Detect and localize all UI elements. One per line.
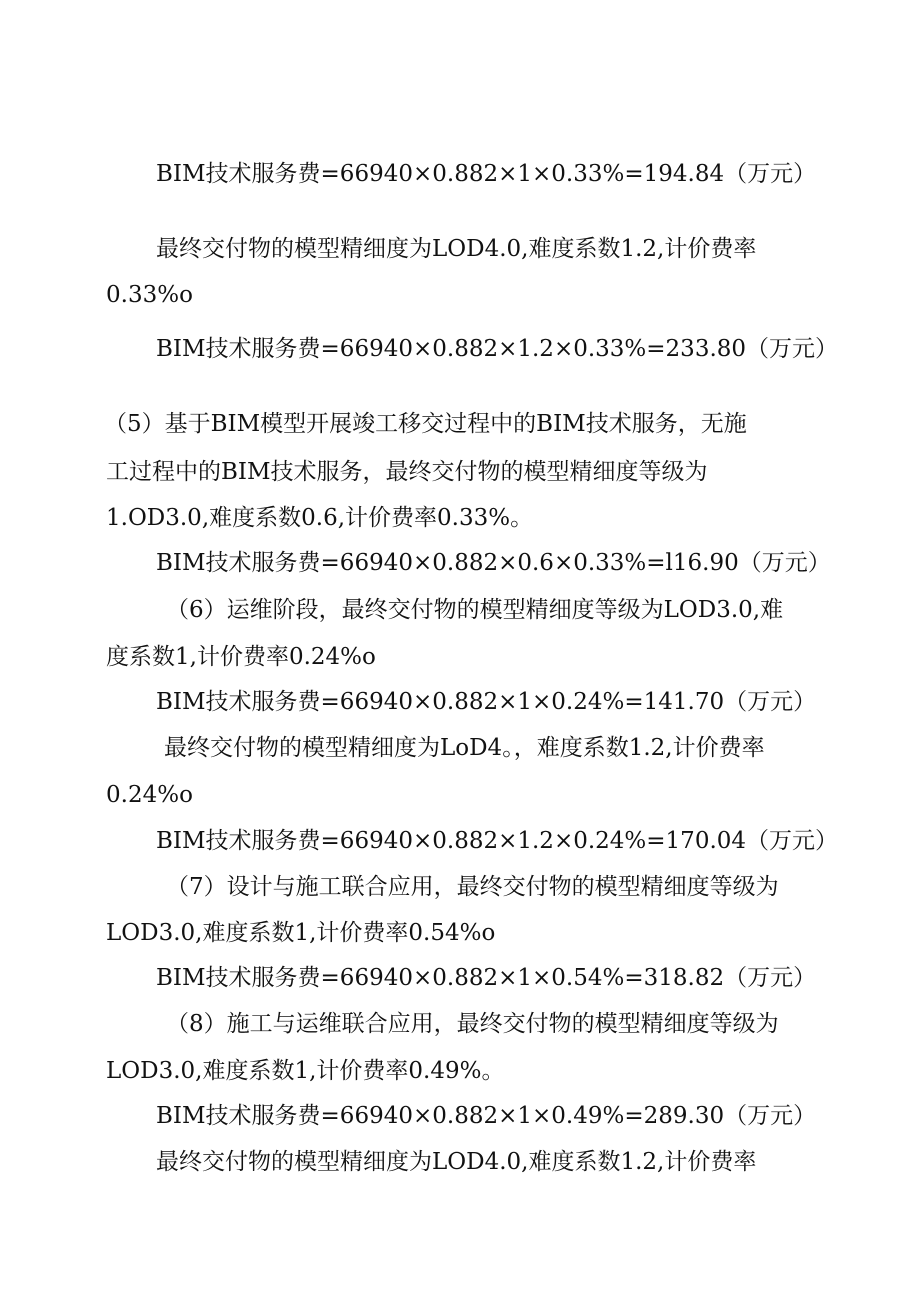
text-line: BIM技术服务费=66940×0.882×1.2×0.33%=233.80（万元） [156,336,839,362]
text-line: （5）基于BIM模型开展竣工移交过程中的BIM技术服务，无施 [104,411,747,437]
text-line: 1.OD3.0,难度系数0.6,计价费率0.33%。 [106,505,534,531]
text-line: BIM技术服务费=66940×0.882×0.6×0.33%=l16.90（万元） [156,550,831,576]
text-line: BIM技术服务费=66940×0.882×1×0.49%=289.30（万元） [156,1103,817,1129]
text-line: 0.24%o [106,782,193,808]
text-line: BIM技术服务费=66940×0.882×1×0.24%=141.70（万元） [156,689,817,715]
text-line: BIM技术服务费=66940×0.882×1×0.33%=194.84（万元） [156,161,817,187]
text-line: （6）运维阶段，最终交付物的模型精细度等级为LOD3.0,难 [166,597,784,623]
text-line: 度系数1,计价费率0.24%o [106,644,376,670]
text-line: （8）施工与运维联合应用，最终交付物的模型精细度等级为 [166,1011,779,1037]
text-line: 最终交付物的模型精细度为LOD4.0,难度系数1.2,计价费率 [156,236,757,262]
text-line: 0.33%o [106,282,193,308]
text-line: BIM技术服务费=66940×0.882×1×0.54%=318.82（万元） [156,965,817,991]
text-line: 最终交付物的模型精细度为LoD4。，难度系数1.2,计价费率 [164,735,765,761]
text-line: BIM技术服务费=66940×0.882×1.2×0.24%=170.04（万元） [156,828,839,854]
text-line: LOD3.0,难度系数1,计价费率0.54%o [106,920,496,946]
text-line: 工过程中的BIM技术服务，最终交付物的模型精细度等级为 [106,459,708,485]
text-line: 最终交付物的模型精细度为LOD4.0,难度系数1.2,计价费率 [156,1149,757,1175]
text-line: （7）设计与施工联合应用，最终交付物的模型精细度等级为 [166,874,779,900]
text-line: LOD3.0,难度系数1,计价费率0.49%。 [106,1058,505,1084]
